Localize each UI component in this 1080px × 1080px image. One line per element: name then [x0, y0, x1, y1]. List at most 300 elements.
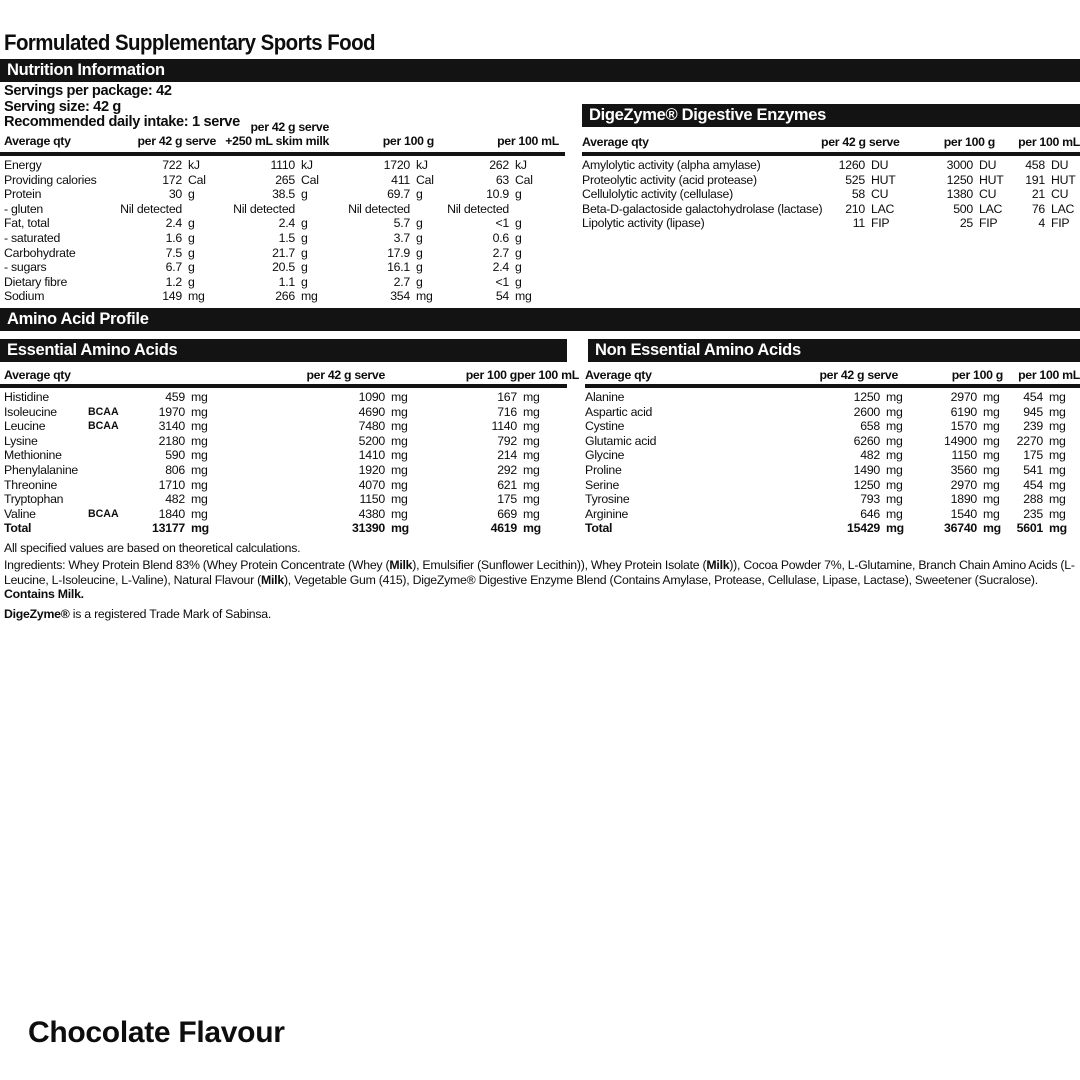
value-per-100g: 2970: [950, 477, 977, 492]
unit-per-serve: kJ: [188, 158, 200, 172]
unit-per-100ml: FIP: [1051, 216, 1070, 231]
value-per-100ml: 2.7: [492, 245, 509, 260]
table-row: [4, 216, 565, 231]
ingredients-text: Ingredients: Whey Protein Blend 83% (Whey Protein Concentrate (Whey (: [4, 557, 390, 572]
unit-per-100g: mg: [983, 506, 1000, 521]
unit-per-serve: g: [188, 274, 195, 289]
unit-per-100g: mg: [391, 506, 408, 521]
value-per-100ml: 54: [495, 289, 509, 304]
value-per-100g: 1150: [951, 448, 977, 463]
value-per-100ml: 167: [497, 390, 517, 404]
column-header-per-serve-milk: [216, 120, 329, 148]
value-per-serve: 2600: [853, 404, 880, 419]
unit-per-serve: mg: [191, 404, 208, 419]
value-per-100g: 5200: [358, 433, 385, 448]
unit-per-100g: mg: [983, 433, 1000, 448]
trademark-text: is a registered Trade Mark of Sabinsa.: [69, 607, 272, 622]
value-per-100g: 36740: [944, 521, 977, 536]
amino-acid-name: Serine: [585, 477, 620, 492]
unit-per-serve: mg: [886, 419, 903, 434]
value-per-100ml: 2270: [1016, 433, 1043, 448]
value-per-serve: 149: [162, 289, 182, 304]
bcaa-tag: BCAA: [88, 420, 119, 433]
unit-per-100g: mg: [983, 448, 1000, 463]
value-per-100g: Nil detected: [348, 201, 410, 216]
value-per-100g: 1250: [946, 172, 973, 187]
column-header-per-100g: per 100 g: [382, 134, 434, 148]
value-per-serve: 1250: [853, 390, 880, 404]
value-per-100g: 3000: [946, 158, 973, 172]
value-per-100g: 4690: [358, 404, 385, 419]
value-per-100g: 7480: [358, 419, 385, 434]
column-header-per-serve-milk-line2: +250 mL skim milk: [225, 134, 329, 148]
value-per-100ml: Nil detected: [447, 201, 509, 216]
value-per-100ml: 235: [1023, 506, 1043, 521]
value-per-serve: 590: [165, 448, 185, 463]
row-label: Fat, total: [4, 216, 50, 231]
unit-per-serve: g: [188, 216, 195, 231]
value-per-100ml: 454: [1023, 477, 1043, 492]
trademark-line: [4, 607, 1076, 622]
value-per-100g: 1150: [359, 492, 385, 507]
value-per-100g: 4070: [358, 477, 385, 492]
amino-acid-name: Glutamic acid: [585, 433, 657, 448]
unit-per-100g: LAC: [979, 201, 1003, 216]
bcaa-tag: [88, 463, 130, 478]
unit-per-100g: mg: [391, 477, 408, 492]
table-row: [4, 289, 565, 304]
value-per-100ml: 621: [497, 477, 517, 492]
unit-per-100ml: mg: [523, 448, 540, 463]
value-per-serve-milk: 265: [275, 172, 295, 187]
divider: [585, 384, 1080, 388]
unit-per-serve: g: [188, 245, 195, 260]
table-row: [4, 463, 567, 478]
section-header-digezyme: DigeZyme® Digestive Enzymes: [582, 104, 1080, 127]
unit-per-100g: mg: [391, 448, 408, 463]
value-per-100ml: <1: [495, 216, 509, 231]
value-per-serve-milk: 1.5: [278, 230, 295, 245]
unit-per-serve: [182, 202, 216, 217]
bcaa-tag: [88, 390, 130, 405]
column-header-per-serve: per 42 g serve: [819, 368, 898, 382]
unit-per-serve-milk: g: [301, 216, 308, 231]
value-per-100g: 4380: [358, 506, 385, 521]
unit-per-100g: g: [416, 216, 423, 231]
trademark-name: DigeZyme®: [4, 607, 70, 622]
table-row: [585, 492, 1080, 507]
value-per-100ml: 239: [1023, 419, 1043, 434]
value-per-serve: 2.4: [165, 216, 182, 231]
section-header-nutrition-information: Nutrition Information: [0, 59, 1080, 82]
value-per-100ml: 0.6: [492, 230, 509, 245]
value-per-100ml: 288: [1023, 492, 1043, 507]
unit-per-100g: mg: [983, 477, 1000, 492]
unit-per-100g: mg: [391, 462, 408, 477]
unit-per-serve: HUT: [871, 172, 896, 187]
value-per-serve: 525: [845, 172, 865, 187]
value-per-100g: 2970: [950, 390, 977, 404]
value-per-100g: 411: [391, 172, 410, 187]
amino-acid-name: Total: [4, 521, 32, 536]
value-per-serve: 30: [168, 187, 182, 202]
row-label: Dietary fibre: [4, 274, 68, 289]
unit-per-serve: mg: [191, 492, 208, 507]
value-per-100ml: 716: [497, 404, 517, 419]
unit-per-100ml: kJ: [515, 158, 527, 172]
row-label: Sodium: [4, 289, 45, 304]
table-row: [582, 158, 1080, 173]
amino-acid-name: Histidine: [4, 390, 49, 404]
unit-per-serve: mg: [886, 477, 903, 492]
amino-acid-name: Total: [585, 521, 613, 536]
value-per-100ml: 262: [489, 158, 509, 172]
nutrition-table-header: [4, 120, 565, 148]
allergen-milk: Milk: [389, 557, 413, 572]
essential-table-header: [4, 368, 579, 382]
value-per-serve: 11: [852, 216, 865, 231]
value-per-serve: 210: [845, 201, 865, 216]
value-per-100ml: 191: [1025, 172, 1045, 187]
amino-acid-name: Phenylalanine: [4, 462, 79, 477]
table-row: [4, 448, 567, 463]
amino-acid-name: Alanine: [585, 390, 625, 404]
amino-acid-name: Arginine: [585, 506, 629, 521]
section-header-amino-acid-profile: Amino Acid Profile: [0, 308, 1080, 331]
unit-per-100g: CU: [979, 187, 997, 202]
unit-per-serve: mg: [886, 448, 903, 463]
amino-acid-name: Lysine: [4, 433, 38, 448]
bcaa-tag: [88, 478, 130, 493]
unit-per-100ml: mg: [523, 521, 541, 536]
table-row: [4, 390, 567, 405]
value-per-100g: 31390: [352, 521, 385, 536]
value-per-100g: 16.1: [387, 260, 410, 275]
value-per-serve-milk: 1.1: [278, 274, 295, 289]
section-header-non-essential-amino-acids: Non Essential Amino Acids: [588, 339, 1080, 362]
value-per-serve: 3140: [158, 419, 185, 434]
unit-per-serve: g: [188, 187, 195, 202]
value-per-100g: 1410: [358, 448, 385, 463]
unit-per-100ml: mg: [523, 492, 540, 507]
unit-per-100ml: mg: [1049, 462, 1066, 477]
column-header-per-100g: per 100 g: [465, 368, 517, 382]
unit-per-100g: mg: [391, 521, 409, 536]
value-per-100ml: 76: [1031, 201, 1045, 216]
table-row: [585, 463, 1080, 478]
row-label: - gluten: [4, 201, 44, 216]
contains-statement: Contains Milk.: [4, 587, 84, 602]
value-per-100g: 354: [390, 289, 410, 304]
unit-per-100ml: mg: [1049, 404, 1066, 419]
value-per-100g: 14900: [944, 433, 977, 448]
table-row: [4, 521, 567, 536]
row-label: Cellulolytic activity (cellulase): [582, 187, 733, 202]
table-row: [4, 260, 565, 275]
value-per-100ml: <1: [495, 274, 509, 289]
table-row: [4, 275, 565, 290]
unit-per-serve-milk: g: [301, 245, 308, 260]
unit-per-100ml: LAC: [1051, 201, 1075, 216]
value-per-100g: 1380: [946, 187, 973, 202]
unit-per-serve: g: [188, 260, 195, 275]
table-row: [582, 202, 1080, 217]
value-per-100ml: 21: [1031, 187, 1045, 202]
table-row: [4, 478, 567, 493]
value-per-serve: 58: [851, 187, 865, 202]
unit-per-serve: mg: [886, 404, 903, 419]
unit-per-serve: mg: [191, 521, 209, 536]
value-per-serve-milk: 266: [275, 289, 295, 304]
value-per-serve-milk: 1110: [270, 158, 295, 172]
unit-per-100g: g: [416, 260, 423, 275]
unit-per-100g: mg: [983, 390, 1000, 404]
unit-per-100ml: mg: [523, 419, 540, 434]
value-per-serve: Nil detected: [120, 201, 182, 216]
value-per-serve: 722: [162, 158, 182, 172]
unit-per-100ml: mg: [1049, 477, 1066, 492]
table-row: [4, 202, 565, 217]
unit-per-serve: DU: [871, 158, 889, 172]
value-per-100ml: 4: [1038, 216, 1045, 231]
unit-per-100g: DU: [979, 158, 997, 172]
value-per-100ml: 63: [495, 172, 509, 187]
value-per-serve: 15429: [847, 521, 880, 536]
servings-per-package: Servings per package: 42: [4, 83, 172, 99]
value-per-100ml: 458: [1025, 158, 1045, 172]
table-row: [4, 507, 567, 522]
unit-per-serve-milk: g: [301, 187, 308, 202]
row-label: - sugars: [4, 260, 47, 275]
value-per-100g: 500: [953, 201, 973, 216]
value-per-serve-milk: 20.5: [272, 260, 295, 275]
divider: [582, 152, 1080, 156]
column-header-per-100ml: per 100 mL: [1018, 368, 1080, 382]
unit-per-100ml: mg: [523, 433, 540, 448]
unit-per-100g: g: [416, 230, 423, 245]
unit-per-serve: mg: [191, 419, 208, 434]
table-row: [4, 246, 565, 261]
unit-per-100g: mg: [391, 390, 408, 404]
row-label: Amylolytic activity (alpha amylase): [582, 158, 761, 172]
unit-per-100g: mg: [983, 419, 1000, 434]
value-per-100ml: 1140: [491, 419, 517, 434]
column-header-average-qty: Average qty: [4, 134, 71, 148]
unit-per-serve: mg: [191, 433, 208, 448]
column-header-per-serve-milk-line1: per 42 g serve: [250, 120, 329, 134]
unit-per-serve: mg: [886, 462, 903, 477]
value-per-100ml: 175: [497, 492, 517, 507]
table-row: [4, 434, 567, 449]
value-per-serve: 1490: [853, 462, 880, 477]
amino-acid-name: Methionine: [4, 448, 62, 463]
table-row: [4, 419, 567, 434]
allergen-milk: Milk: [261, 572, 284, 587]
value-per-100g: 1570: [950, 419, 977, 434]
value-per-serve: 1260: [838, 158, 865, 172]
value-per-100g: 69.7: [387, 187, 410, 202]
amino-acid-name: Isoleucine: [4, 404, 57, 419]
column-header-per-serve: per 42 g serve: [306, 368, 385, 382]
value-per-serve: 646: [860, 506, 880, 521]
value-per-100ml: 4619: [490, 521, 517, 536]
unit-per-100ml: mg: [523, 404, 540, 419]
row-label: Providing calories: [4, 172, 97, 187]
unit-per-100ml: mg: [1049, 448, 1066, 463]
value-per-serve: 1840: [158, 506, 185, 521]
value-per-100g: 25: [959, 216, 973, 231]
unit-per-100g: g: [416, 187, 423, 202]
column-header-per-100g: per 100 g: [943, 135, 995, 149]
unit-per-100ml: mg: [1049, 433, 1066, 448]
value-per-serve: 172: [162, 172, 182, 187]
table-row: [4, 187, 565, 202]
non-essential-table-header: [585, 368, 1080, 382]
column-header-per-100g: per 100 g: [951, 368, 1003, 382]
table-row: [582, 187, 1080, 202]
row-label: Beta-D-galactoside galactohydrolase (lactase): [582, 201, 823, 216]
unit-per-100ml: mg: [523, 462, 540, 477]
unit-per-100g: mg: [983, 462, 1000, 477]
value-per-serve: 7.5: [165, 245, 182, 260]
column-header-per-serve: per 42 g serve: [821, 135, 900, 149]
row-label: Lipolytic activity (lipase): [582, 216, 705, 231]
unit-per-100g: mg: [983, 521, 1001, 536]
value-per-100ml: 2.4: [492, 260, 509, 275]
amino-acid-name: Cystine: [585, 419, 625, 434]
unit-per-100g: [410, 202, 444, 217]
value-per-100g: 1920: [358, 462, 385, 477]
unit-per-100g: Cal: [416, 172, 434, 187]
unit-per-100ml: g: [515, 245, 522, 260]
value-per-100ml: 541: [1023, 462, 1043, 477]
value-per-serve: 13177: [152, 521, 185, 536]
nutrition-table-body: [4, 158, 565, 304]
section-header-essential-amino-acids: Essential Amino Acids: [0, 339, 567, 362]
unit-per-100g: mg: [391, 404, 408, 419]
value-per-serve: 793: [860, 492, 880, 507]
value-per-serve: 806: [165, 462, 185, 477]
value-per-serve: 1710: [158, 477, 185, 492]
footer: [4, 541, 1076, 622]
unit-per-serve: Cal: [188, 172, 206, 187]
value-per-serve: 482: [165, 492, 185, 507]
value-per-serve: 459: [165, 390, 185, 404]
column-header-average-qty: Average qty: [4, 368, 71, 382]
unit-per-100g: kJ: [416, 158, 428, 172]
theoretical-note: All specified values are based on theoretical calculations.: [4, 541, 301, 555]
ingredients-text: ), Emulsifier (Sunflower Lecithin)), Whey Protein Isolate (: [412, 557, 707, 572]
unit-per-100ml: [509, 202, 559, 217]
unit-per-100g: mg: [391, 433, 408, 448]
unit-per-100ml: mg: [523, 477, 540, 492]
unit-per-100g: mg: [391, 492, 408, 507]
unit-per-100g: mg: [416, 289, 433, 304]
divider: [0, 384, 567, 388]
value-per-100ml: 214: [497, 448, 517, 463]
unit-per-100ml: mg: [1049, 521, 1067, 536]
value-per-serve: 1.2: [165, 274, 182, 289]
unit-per-serve-milk: g: [301, 260, 308, 275]
value-per-serve: 1970: [158, 404, 185, 419]
value-per-serve: 1250: [853, 477, 880, 492]
value-per-100g: 1890: [950, 492, 977, 507]
value-per-100ml: 792: [497, 433, 517, 448]
table-row: [585, 507, 1080, 522]
unit-per-100g: mg: [983, 404, 1000, 419]
amino-acid-name: Glycine: [585, 448, 625, 463]
column-header-average-qty: Average qty: [585, 368, 652, 382]
value-per-100ml: 292: [497, 462, 517, 477]
unit-per-100ml: mg: [1049, 506, 1066, 521]
value-per-serve-milk: 21.7: [272, 245, 295, 260]
flavour-name: Chocolate Flavour: [28, 1016, 285, 1049]
table-row: [4, 173, 565, 188]
row-label: - saturated: [4, 230, 61, 245]
unit-per-100ml: g: [515, 187, 522, 202]
unit-per-100ml: g: [515, 260, 522, 275]
bcaa-tag: [88, 434, 130, 449]
bcaa-tag: [88, 492, 130, 507]
unit-per-100ml: g: [515, 274, 522, 289]
unit-per-serve: mg: [886, 492, 903, 507]
unit-per-100ml: mg: [523, 506, 540, 521]
unit-per-100ml: DU: [1051, 158, 1069, 172]
value-per-serve: 658: [860, 419, 880, 434]
table-row: [582, 216, 1080, 231]
value-per-serve: 6.7: [165, 260, 182, 275]
row-label: Energy: [4, 158, 42, 172]
unit-per-100ml: g: [515, 230, 522, 245]
table-row: [4, 158, 565, 173]
unit-per-serve-milk: kJ: [301, 158, 313, 172]
unit-per-100ml: mg: [523, 390, 540, 404]
unit-per-serve-milk: Cal: [301, 172, 319, 187]
value-per-100ml: 945: [1023, 404, 1043, 419]
unit-per-serve-milk: g: [301, 274, 308, 289]
unit-per-serve: mg: [886, 506, 903, 521]
table-row: [585, 419, 1080, 434]
table-row: [585, 434, 1080, 449]
unit-per-serve-milk: mg: [301, 289, 318, 304]
bcaa-tag: [88, 448, 130, 463]
amino-acid-name: Threonine: [4, 477, 58, 492]
column-header-per-serve: per 42 g serve: [137, 134, 216, 148]
bcaa-tag: BCAA: [88, 405, 119, 418]
row-label: Protein: [4, 187, 42, 202]
amino-acid-name: Tyrosine: [585, 492, 630, 507]
recommended-daily-intake: Recommended daily intake: 1 serve: [4, 114, 240, 131]
table-row: [585, 478, 1080, 493]
value-per-100g: 6190: [950, 404, 977, 419]
unit-per-100ml: mg: [1049, 390, 1066, 404]
unit-per-serve-milk: [295, 202, 329, 217]
unit-per-100g: g: [416, 245, 423, 260]
value-per-serve-milk: 2.4: [278, 216, 295, 231]
amino-acid-name: Aspartic acid: [585, 404, 653, 419]
row-label: Proteolytic activity (acid protease): [582, 172, 757, 187]
table-row: [585, 521, 1080, 536]
value-per-100g: 5.7: [393, 216, 410, 231]
amino-acid-name: Valine: [4, 506, 36, 521]
digezyme-table-header: [582, 135, 1080, 149]
unit-per-100ml: mg: [515, 289, 532, 304]
value-per-100g: 1090: [358, 390, 385, 404]
bcaa-tag: [88, 521, 130, 536]
unit-per-100g: mg: [391, 419, 408, 434]
value-per-100g: 1540: [950, 506, 977, 521]
value-per-serve: 1.6: [165, 230, 182, 245]
